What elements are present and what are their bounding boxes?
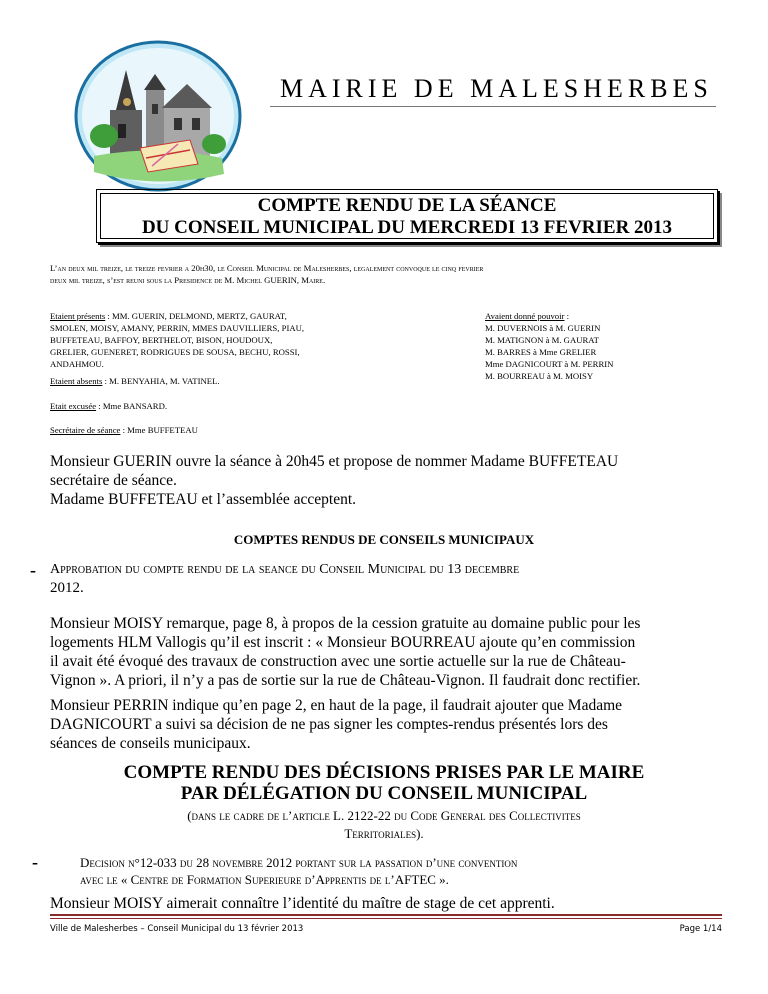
moisy-apprenti-line: Monsieur MOISY aimerait connaître l’identité du maître de stage de cet apprenti. (50, 895, 555, 912)
title-line-2: DU CONSEIL MUNICIPAL DU MERCREDI 13 FEVRIER 2013 (141, 217, 673, 238)
pouvoir-block (485, 310, 715, 382)
excusee-label: Etait excusée (50, 401, 97, 411)
footer-rule-thin (50, 918, 722, 919)
presents-line-1: : MM. GUERIN, DELMOND, MERTZ, GAURAT, (105, 311, 287, 321)
opening-line-1: Monsieur GUERIN ouvre la séance à 20h45 et propose de nommer Madame BUFFETEAU (50, 453, 619, 470)
section1-item-line-1: Approbation du compte rendu de la seance du Conseil Municipal du 13 decembre (50, 562, 520, 577)
opening-paragraph (50, 452, 720, 509)
section2-heading-2: PAR DÉLÉGATION DU CONSEIL MUNICIPAL (180, 783, 588, 804)
decision-line-1: Decision n°12-033 du 28 novembre 2012 portant sur la passation d’une convention (80, 855, 518, 870)
section2-bullet: - (32, 852, 38, 872)
pouvoir-line-3: M. BARRES à Mme GRELIER (485, 347, 597, 357)
section1-bullet: - (30, 560, 36, 580)
absents-label: Etaient absents (50, 376, 103, 386)
section2-sub-2: Territoriales). (344, 826, 424, 841)
footer-left: Ville de Malesherbes – Conseil Municipal du 13 février 2013 (50, 924, 304, 934)
moisy-paragraph (50, 614, 722, 690)
presents-line-4: GRELIER, GUENERET, RODRIGUES DE SOUSA, BECHU, ROSSI, (50, 347, 300, 357)
excusee-text: : Mme BANSARD. (96, 401, 168, 411)
intro-line-2: deux mil treize, s’est reuni sous la Presidence de M. Michel GUERIN, Maire. (50, 275, 326, 285)
perrin-paragraph (50, 696, 722, 753)
section1-heading: COMPTES RENDUS DE CONSEILS MUNICIPAUX (233, 532, 535, 547)
moisy-line-1: Monsieur MOISY remarque, page 8, à propos de la cession gratuite au domaine public pour les (50, 615, 641, 632)
pouvoir-line-2: M. MATIGNON à M. GAURAT (485, 335, 599, 345)
mairie-title: MAIRIE DE MALESHERBES (280, 74, 713, 103)
secretaire-text: : Mme BUFFETEAU (120, 425, 198, 435)
title-line-1: COMPTE RENDU DE LA SÉANCE (257, 195, 557, 216)
opening-line-3: Madame BUFFETEAU et l’assemblée acceptent. (50, 491, 357, 508)
excusee-line (50, 400, 167, 412)
absents-line (50, 375, 220, 387)
presents-block (50, 310, 460, 370)
decision-line-2: avec le « Centre de Formation Superieure d’Apprentis de l’AFTEC ». (80, 872, 449, 887)
perrin-line-2: DAGNICOURT a suivi sa décision de ne pas signer les comptes-rendus présentés lors des (50, 716, 608, 733)
town-logo (74, 40, 242, 192)
presents-line-5: ANDAHMOU. (50, 359, 104, 369)
moisy-line-2: logements HLM Vallogis qu’il est inscrit : « Monsieur BOURREAU ajoute qu’en commission (50, 634, 636, 651)
moisy-line-3: il avait été évoqué des travaux de construction avec une sortie actuelle sur la rue de Château- (50, 653, 626, 670)
pouvoir-line-1: M. DUVERNOIS à M. GUERIN (485, 323, 601, 333)
secretaire-label: Secrétaire de séance (50, 425, 121, 435)
presents-line-3: BUFFETEAU, BAFFOY, BERTHELOT, BISON, HOUDOUX, (50, 335, 273, 345)
pouvoir-line-4: Mme DAGNICOURT à M. PERRIN (485, 359, 614, 369)
absents-text: : M. BENYAHIA, M. VATINEL. (102, 376, 220, 386)
pouvoir-label: Avaient donné pouvoir (485, 311, 565, 321)
section1-item-line-2: 2012. (50, 580, 84, 596)
presents-label: Etaient présents (50, 311, 106, 321)
perrin-line-1: Monsieur PERRIN indique qu’en page 2, en haut de la page, il faudrait ajouter que Madame (50, 697, 623, 714)
header-rule (270, 106, 716, 107)
section2-heading-1: COMPTE RENDU DES DÉCISIONS PRISES PAR LE MAIRE (123, 762, 645, 783)
footer-rule-thick (50, 914, 722, 916)
title-box (96, 189, 718, 243)
intro-line-1: L’an deux mil treize, le treize fevrier a 20h30, le Conseil Municipal de Malesherbes, legalement convoque le cinq fevrier (50, 263, 484, 273)
pouvoir-suffix: : (564, 311, 570, 321)
pouvoir-line-5: M. BOURREAU à M. MOISY (485, 371, 594, 381)
footer-page-number: Page 1/14 (679, 924, 722, 934)
moisy-line-4: Vignon ». A priori, il n’y a pas de sortie sur la rue de Château-Vignon. Il faudrait donc rectifier. (50, 672, 641, 689)
secretaire-line (50, 424, 198, 436)
opening-line-2: secrétaire de séance. (50, 472, 177, 489)
presents-line-2: SMOLEN, MOISY, AMANY, PERRIN, MMES DAUVILLIERS, PIAU, (50, 323, 305, 333)
perrin-line-3: séances de conseils municipaux. (50, 735, 251, 752)
section2-sub-1: (dans le cadre de l’article L. 2122-22 du Code General des Collectivites (187, 808, 581, 823)
